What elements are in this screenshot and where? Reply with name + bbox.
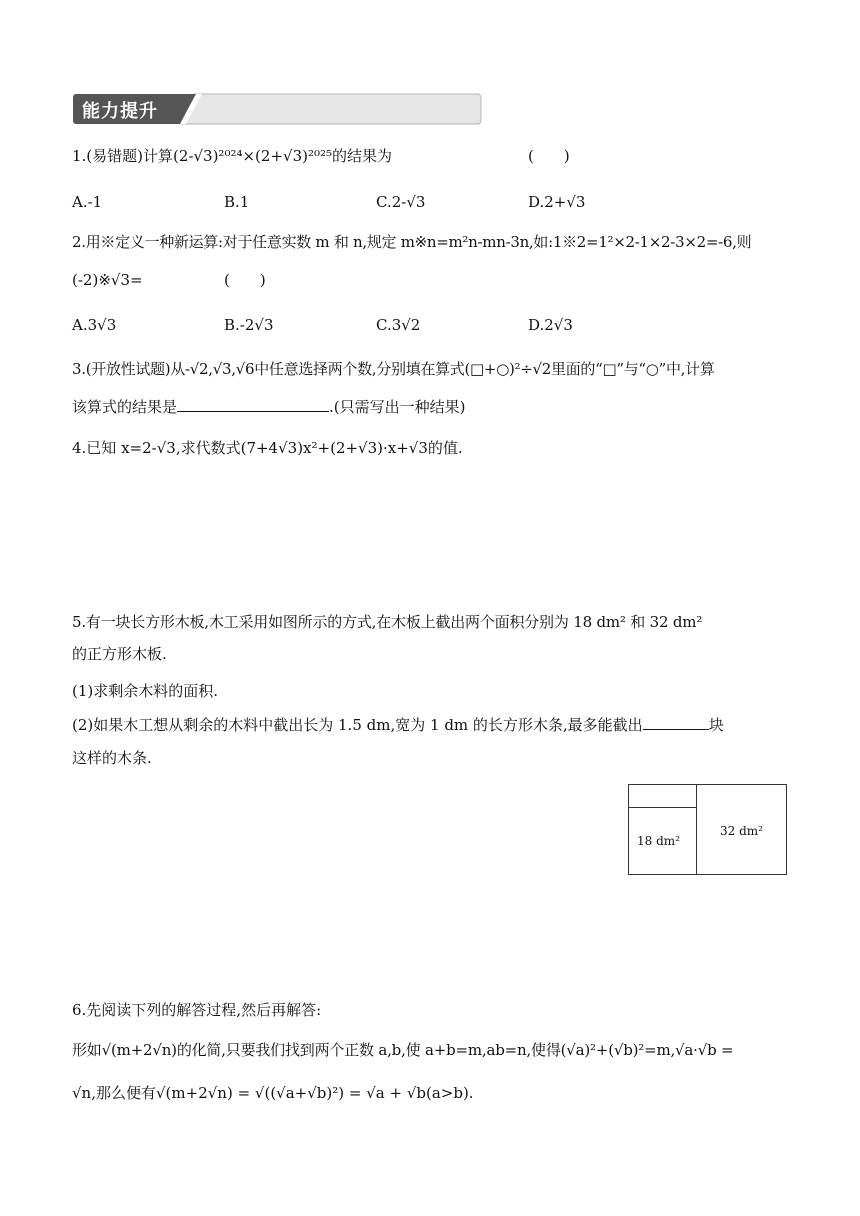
figure-label-18: 18 dm² xyxy=(637,834,680,848)
q5-stem-line1: 5.有一块长方形木板,木工采用如图所示的方式,在木板上截出两个面积分别为 18 dm² 和 32 dm² xyxy=(72,613,703,631)
q1-answer-paren: ( ) xyxy=(528,147,570,165)
q6-stem-line2: 形如√(m+2√n)的化简,只要我们找到两个正数 a,b,使 a+b=m,ab=n,使得(√a)²+(√b)²=m,√a·√b = xyxy=(72,1041,734,1059)
q5-board-figure xyxy=(628,784,787,875)
q2-choice-c: C.3√2 xyxy=(376,316,421,334)
q1-choice-c: C.2-√3 xyxy=(376,193,426,211)
q2-stem-line2: (-2)※√3= xyxy=(72,271,143,289)
q3-line2-prefix: 该算式的结果是 xyxy=(72,398,178,416)
q5-part2 xyxy=(72,715,724,735)
q3-line2-suffix: .(只需写出一种结果) xyxy=(329,398,466,416)
q1-choice-a: A.-1 xyxy=(72,193,103,211)
section-header xyxy=(72,93,482,125)
q5-part2-prefix: (2)如果木工想从剩余的木料中截出长为 1.5 dm,宽为 1 dm 的长方形木条,最多能截出 xyxy=(72,716,643,734)
q5-part1: (1)求剩余木料的面积. xyxy=(72,682,219,700)
figure-label-32: 32 dm² xyxy=(720,824,763,838)
q3-stem-line2 xyxy=(72,397,466,417)
q1-choice-b: B.1 xyxy=(224,193,250,211)
q1-choice-d: D.2+√3 xyxy=(528,193,586,211)
q5-part2-suffix: 块 xyxy=(708,716,724,734)
q5-answer-blank[interactable] xyxy=(643,715,709,730)
q6-stem-line3: √n,那么便有√(m+2√n) = √((√a+√b)²) = √a + √b(a>b). xyxy=(72,1084,474,1102)
q6-stem-line1: 6.先阅读下列的解答过程,然后再解答: xyxy=(72,1001,322,1019)
figure-divider-vertical xyxy=(696,785,697,874)
q2-stem-line1: 2.用※定义一种新运算:对于任意实数 m 和 n,规定 m※n=m²n-mn-3n,如:1※2=1²×2-1×2-3×2=-6,则 xyxy=(72,233,752,251)
q3-stem-line1: 3.(开放性试题)从-√2,√3,√6中任意选择两个数,分别填在算式(□+○)²÷√2里面的“□”与“○”中,计算 xyxy=(72,360,715,378)
q4-stem: 4.已知 x=2-√3,求代数式(7+4√3)x²+(2+√3)·x+√3的值. xyxy=(72,439,463,457)
q2-choice-b: B.-2√3 xyxy=(224,316,274,334)
q2-choice-a: A.3√3 xyxy=(72,316,117,334)
q3-answer-blank[interactable] xyxy=(177,397,329,412)
section-title: 能力提升 xyxy=(82,101,158,122)
q2-answer-paren: ( ) xyxy=(224,271,266,289)
q2-choice-d: D.2√3 xyxy=(528,316,573,334)
q1-stem: 1.(易错题)计算(2-√3)²⁰²⁴×(2+√3)²⁰²⁵的结果为 xyxy=(72,147,393,165)
figure-divider-horizontal xyxy=(629,807,696,808)
q5-part2-last-line: 这样的木条. xyxy=(72,749,152,767)
q5-stem-line2: 的正方形木板. xyxy=(72,645,167,663)
